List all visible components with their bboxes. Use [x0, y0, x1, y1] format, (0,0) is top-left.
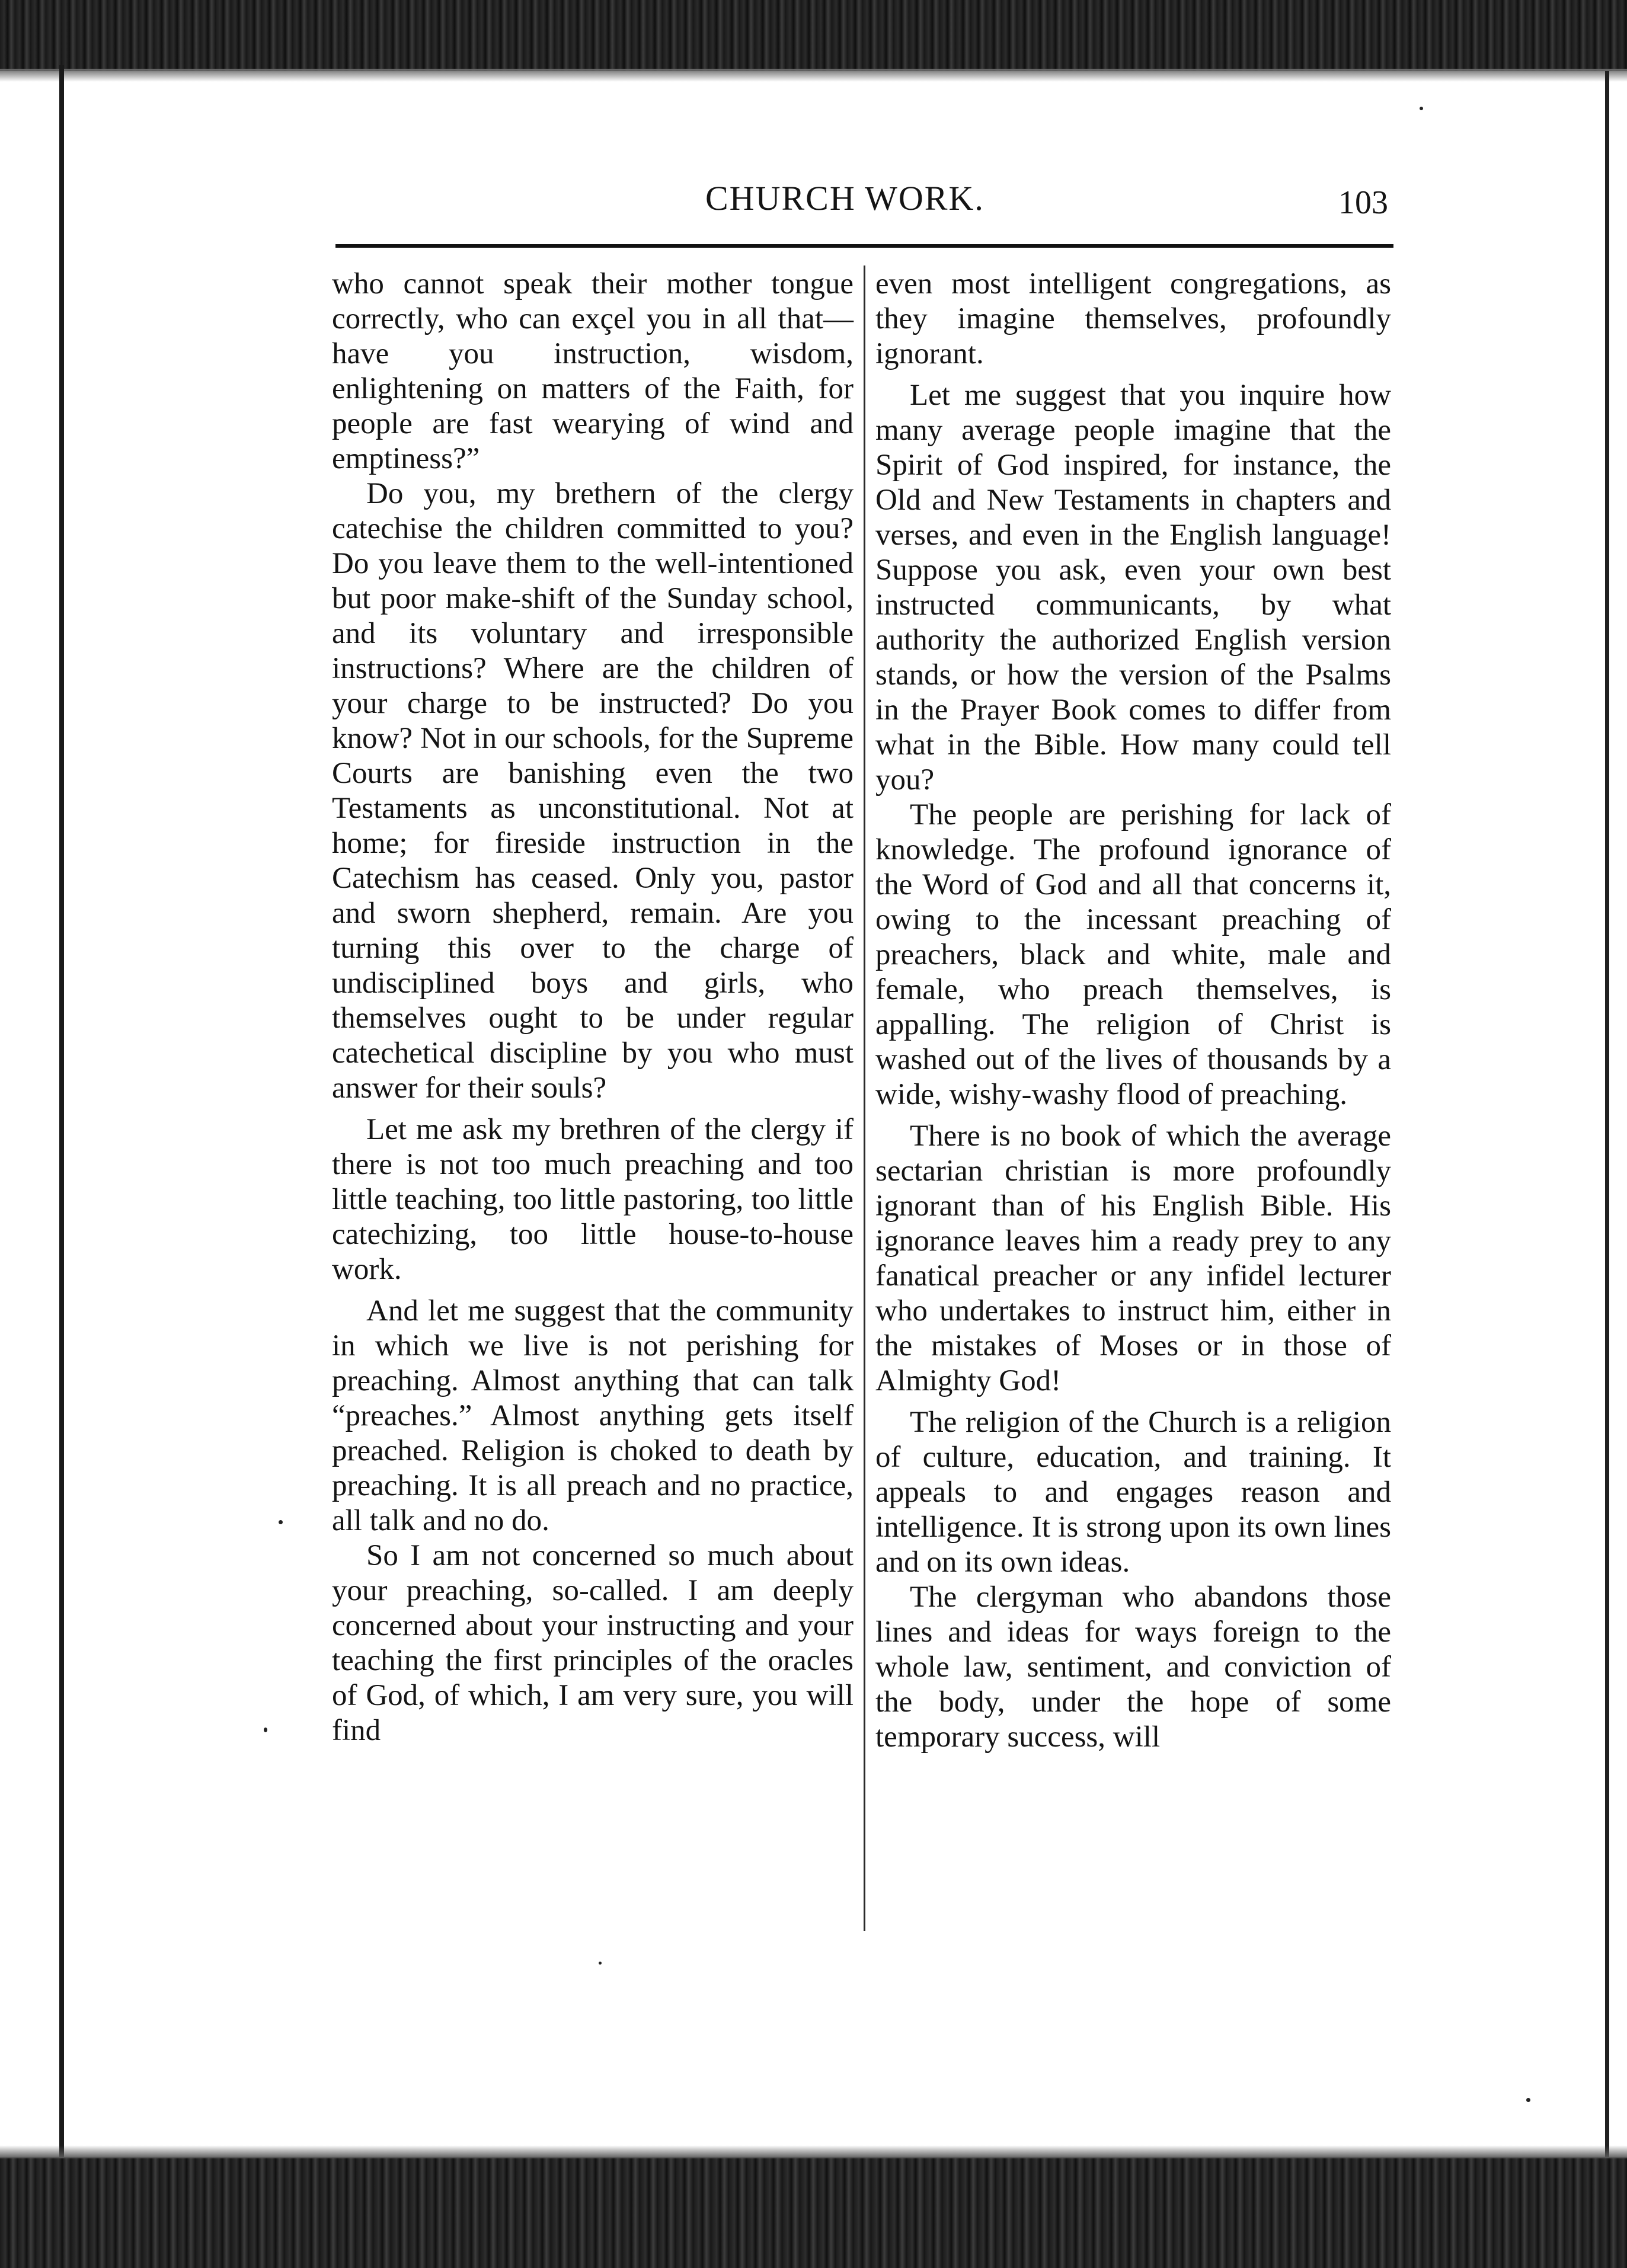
paragraph: The clergyman who abandons those lines and ideas for ways foreign to the whole law, sentiment, and conviction of the body, under the hope of some temporary success, will [875, 1581, 1391, 1754]
paragraph: even most intelligent congregations, as they imagine themselves, profoundly ignorant. [875, 267, 1391, 370]
paragraph: who cannot speak their mother tongue correctly, who can exçel you in all that—have you instruction, wisdom, enlightening on matters of the Faith, for people are fast wearying of wind and emptiness?” [332, 267, 854, 475]
paragraph: Let me suggest that you inquire how many average people imagine that the Spirit of God inspired, for instance, the Old and New Testaments in chapters and verses, and even in the English language! Suppose you ask, even your own best instructed communicants, by what authority the authorized English version stands, or how the version of the Psalms in the Prayer Book comes to differ from what in the Bible. How many could tell you? [875, 379, 1391, 796]
header-rule [335, 244, 1393, 248]
paragraph: So I am not concerned so much about your preaching, so-called. I am deeply concerned about your instructing and your teaching the first principles of the oracles of God, of which, I am very sure, you will find [332, 1539, 854, 1747]
scan-border-bottom [0, 2157, 1627, 2268]
scan-speck [1526, 2098, 1530, 2102]
paragraph: There is no book of which the average sectarian christian is more profoundly ignorant than of his English Bible. His ignorance leaves him a ready prey to any fanatical preacher or any infidel lecturer who undertakes to instruct him, either in the mistakes of Moses or in those of Almighty God! [875, 1119, 1391, 1397]
paragraph: And let me suggest that the community in which we live is not perishing for preaching. Almost anything that can talk “preaches.” Almost anything gets itself preached. Religion is choked to death by preaching. It is all preach and no practice, all talk and no do. [332, 1294, 854, 1537]
running-title: CHURCH WORK. [705, 179, 984, 217]
page-edge-left [59, 65, 64, 2157]
scan-speck [279, 1520, 283, 1524]
left-column [332, 267, 854, 1748]
paragraph: Let me ask my brethren of the clergy if there is not too much preaching and too little teaching, too little pastoring, too little catechizing, too little house-to-house work. [332, 1113, 854, 1286]
scan-speck [1420, 107, 1423, 110]
paragraph: The religion of the Church is a religion of culture, education, and training. It appeals to and engages reason and intelligence. It is strong upon its own lines and on its own ideas. [875, 1406, 1391, 1579]
scan-border-top [0, 0, 1627, 71]
paragraph: Do you, my brethern of the clergy catechise the children committed to you? Do you leave them to the well-intentioned but poor make-shift of the Sunday school, and its voluntary and irresponsible instructions? Where are the children of your charge to be instructed? Do you know? Not in our schools, for the Supreme Courts are banishing even the two Testaments as unconstitutional. Not at home; for fireside instruction in the Catechism has ceased. Only you, pastor and sworn shepherd, remain. Are you turning this over to the charge of undisciplined boys and girls, who themselves ought to be under regular catechetical discipline by you who must answer for their souls? [332, 477, 854, 1105]
page-edge-right [1605, 71, 1609, 2157]
right-column [875, 267, 1391, 1755]
scan-speck [264, 1728, 267, 1732]
column-rule [864, 265, 865, 1931]
paragraph: The people are perishing for lack of knowledge. The profound ignorance of the Word of God and all that concerns it, owing to the incessant preaching of preachers, black and white, male and female, who preach themselves, is appalling. The religion of Christ is washed out of the lives of thousands by a wide, wishy-washy flood of preaching. [875, 798, 1391, 1111]
page-number: 103 [1338, 184, 1388, 221]
scan-speck [599, 1962, 602, 1965]
